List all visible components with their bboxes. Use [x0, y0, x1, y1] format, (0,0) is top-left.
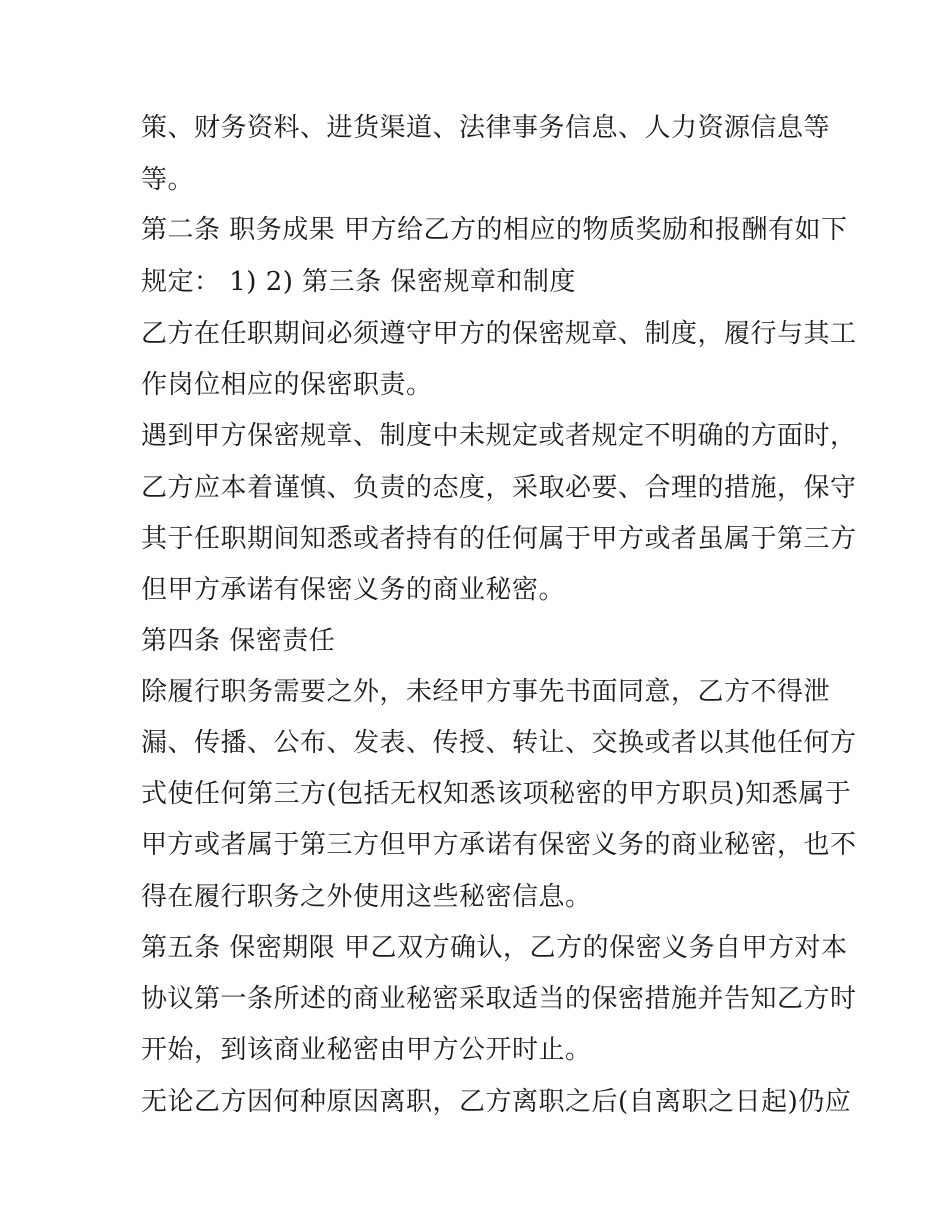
text-line: 式使任何第三方(包括无权知悉该项秘密的甲方职员)知悉属于 — [141, 779, 852, 809]
text-line: 遇到甲方保密规章、制度中未规定或者规定不明确的方面时， — [141, 421, 857, 451]
text-line: 作岗位相应的保密职责。 — [141, 370, 433, 400]
text-line: 无论乙方因何种原因离职，乙方离职之后(自离职之日起)仍应 — [141, 1087, 852, 1117]
article-2-heading-line: 第二条 职务成果 甲方给乙方的相应的物质奖励和报酬有如下 — [141, 215, 848, 245]
article-5-heading-line: 第五条 保密期限 甲乙双方确认，乙方的保密义务自甲方对本 — [141, 933, 848, 963]
article-3-heading-line: 规定： 1) 2) 第三条 保密规章和制度 — [141, 267, 576, 297]
text-line: 等。 — [141, 165, 195, 195]
text-line: 但甲方承诺有保密义务的商业秘密。 — [141, 575, 566, 605]
text-line: 得在履行职务之外使用这些秘密信息。 — [141, 882, 592, 912]
text-line: 除履行职务需要之外，未经甲方事先书面同意，乙方不得泄 — [141, 677, 831, 707]
text-line: 乙方应本着谨慎、负责的态度，采取必要、合理的措施，保守 — [141, 473, 857, 503]
text-line: 策、财务资料、进货渠道、法律事务信息、人力资源信息等 — [141, 113, 831, 143]
text-line: 甲方或者属于第三方但甲方承诺有保密义务的商业秘密，也不 — [141, 830, 857, 860]
text-line: 协议第一条所述的商业秘密采取适当的保密措施并告知乙方时 — [141, 984, 857, 1014]
article-4-heading: 第四条 保密责任 — [141, 626, 336, 656]
text-line: 开始，到该商业秘密由甲方公开时止。 — [141, 1035, 592, 1065]
text-line: 漏、传播、公布、发表、传授、转让、交换或者以其他任何方 — [141, 728, 857, 758]
text-line: 乙方在任职期间必须遵守甲方的保密规章、制度，履行与其工 — [141, 319, 857, 349]
text-line: 其于任职期间知悉或者持有的任何属于甲方或者虽属于第三方 — [141, 524, 857, 554]
